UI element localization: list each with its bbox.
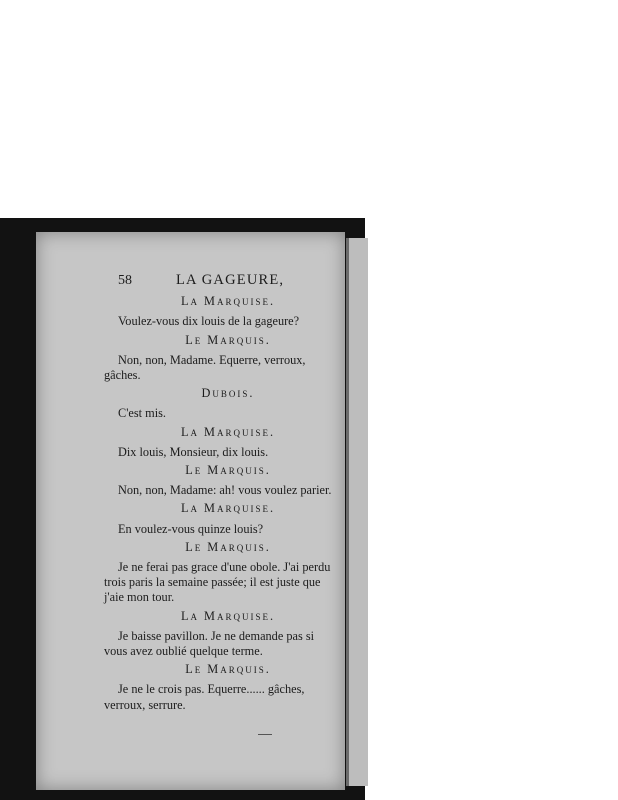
facing-page-edge xyxy=(346,238,368,786)
dialogue-line: Je ne ferai pas grace d'une obole. J'ai perdu xyxy=(118,560,331,575)
speaker-name: Dubois. xyxy=(201,386,255,401)
footer-rule xyxy=(258,734,272,735)
dialogue-line: vous avez oublié quelque terme. xyxy=(104,644,263,659)
running-title: LA GAGEURE, xyxy=(176,272,285,288)
speaker-name: La Marquise. xyxy=(180,424,276,439)
dialogue-line: Dix louis, Monsieur, dix louis. xyxy=(118,444,269,459)
page-text xyxy=(104,273,332,713)
dialogue-line: gâches. xyxy=(104,368,141,383)
speaker-name: Le Marquis. xyxy=(185,463,271,478)
dialogue-line: Non, non, Madame: ah! vous voulez parier. xyxy=(118,483,332,498)
speaker-name: Le Marquis. xyxy=(185,662,271,677)
speaker-name: La Marquise. xyxy=(180,294,276,309)
dialogue-line: En voulez-vous quinze louis? xyxy=(118,521,264,536)
speaker-name: Le Marquis. xyxy=(185,332,271,347)
dialogue-line: verroux, serrure. xyxy=(104,697,186,712)
dialogue-line: Non, non, Madame. Equerre, verroux, xyxy=(118,352,306,367)
dialogue-block xyxy=(104,662,332,713)
running-header xyxy=(104,273,332,288)
dialogue-line: trois paris la semaine passée; il est juste que xyxy=(104,575,321,590)
dialogue-block xyxy=(104,425,332,460)
speaker-name: Le Marquis. xyxy=(185,539,271,554)
dialogue-line: Voulez-vous dix louis de la gageure? xyxy=(118,314,300,329)
dialogue-line: j'aie mon tour. xyxy=(104,590,175,605)
dialogue-block xyxy=(104,540,332,606)
dialogue-block xyxy=(104,386,332,421)
dialogue-line: Je baisse pavillon. Je ne demande pas si xyxy=(118,628,315,643)
speaker-name: La Marquise. xyxy=(180,608,276,623)
dialogue-block xyxy=(104,609,332,660)
dialogue-block xyxy=(104,501,332,536)
dialogue-block xyxy=(104,463,332,498)
dialogue-line: Je ne le crois pas. Equerre...... gâches, xyxy=(118,682,305,697)
dialogue-block xyxy=(104,294,332,329)
dialogue-line: C'est mis. xyxy=(118,406,166,421)
speaker-name: La Marquise. xyxy=(180,501,276,516)
dialogue-block xyxy=(104,333,332,384)
page-number: 58 xyxy=(118,273,132,288)
